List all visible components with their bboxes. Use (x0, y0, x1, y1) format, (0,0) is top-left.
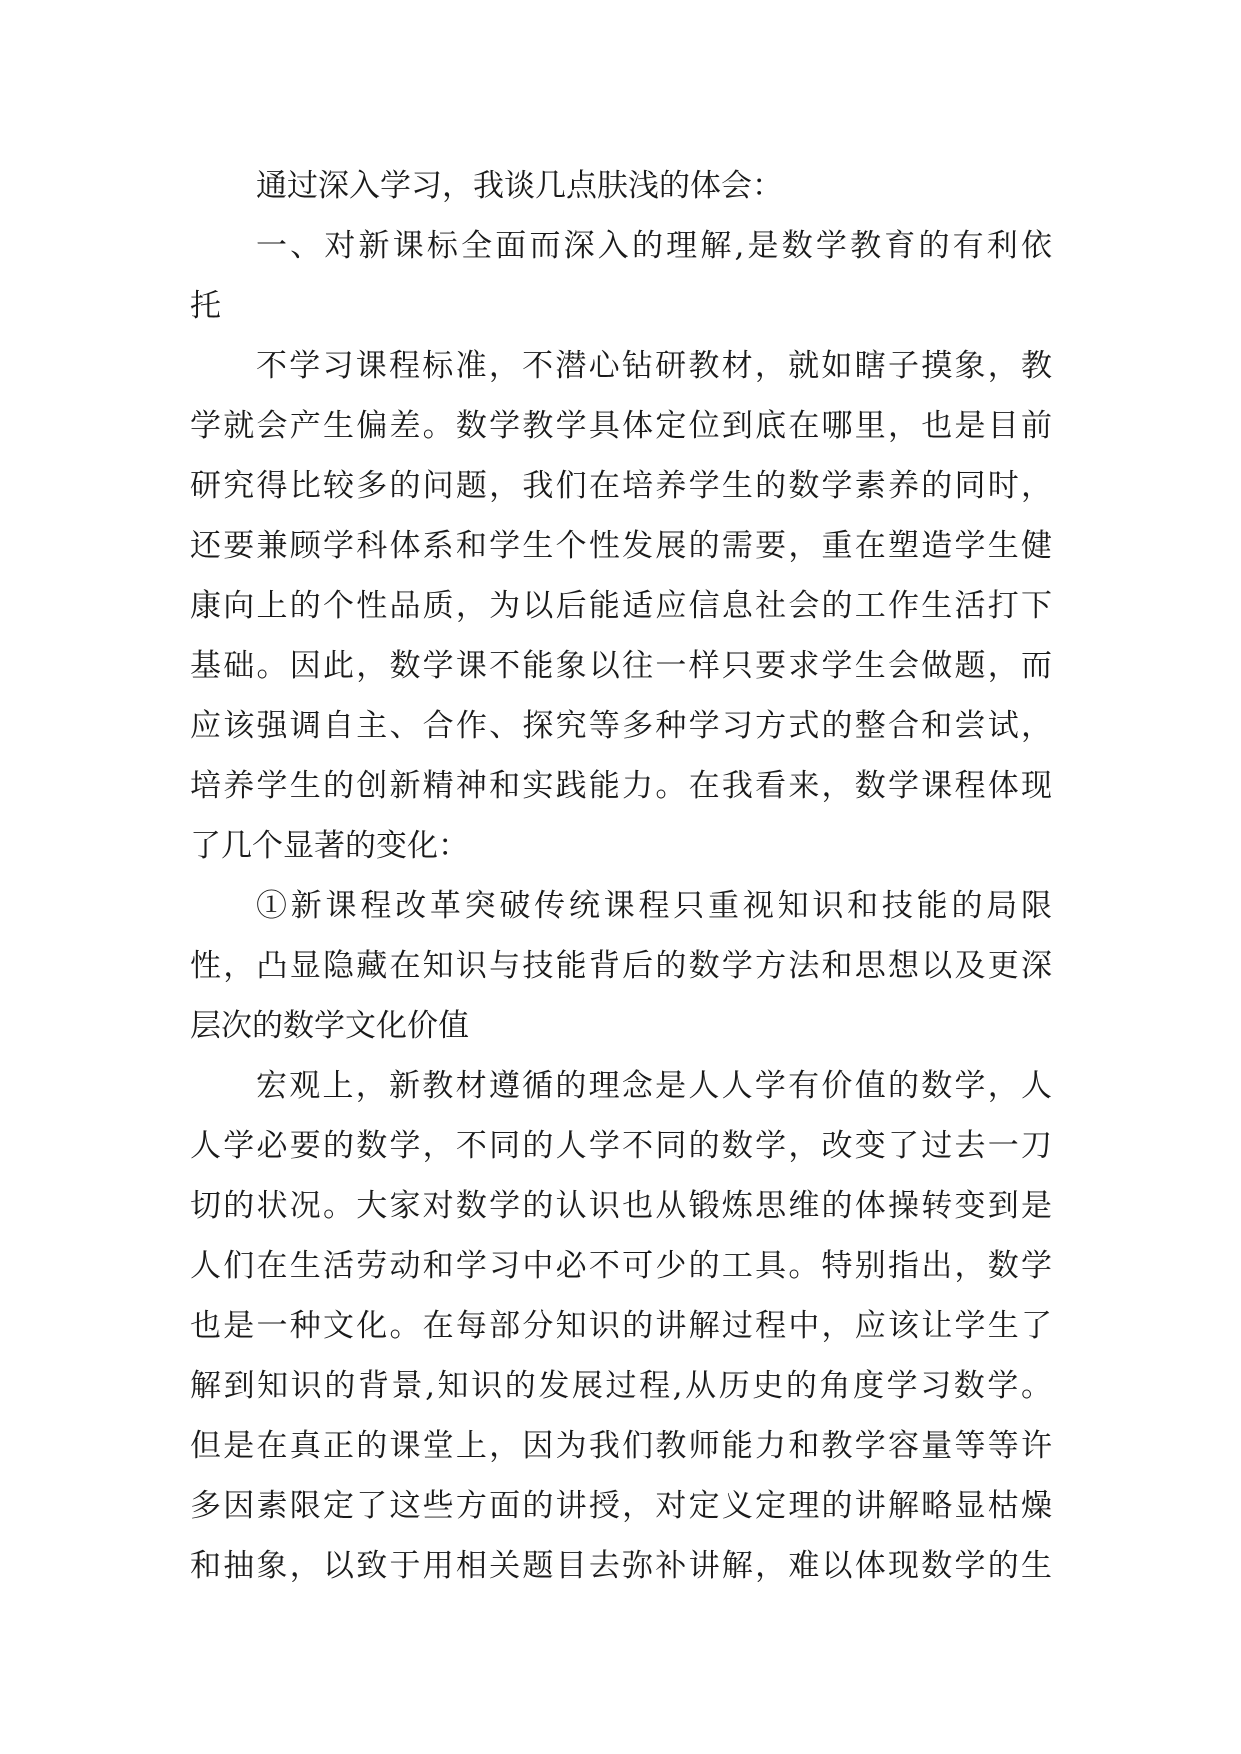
text-line: 了几个显著的变化： (190, 828, 469, 864)
text-line: 多因素限定了这些方面的讲授，对定义定理的讲解略显枯燥 (190, 1488, 1052, 1524)
text-line: 康向上的个性品质，为以后能适应信息社会的工作生活打下 (190, 588, 1052, 624)
text-line: 培养学生的创新精神和实践能力。在我看来，数学课程体现 (190, 768, 1052, 804)
text-line: ①新课程改革突破传统课程只重视知识和技能的局限 (256, 888, 1052, 924)
text-line: 研究得比较多的问题，我们在培养学生的数学素养的同时， (190, 468, 1052, 504)
text-line: 性，凸显隐藏在知识与技能背后的数学方法和思想以及更深 (190, 948, 1052, 984)
text-line: 托 (190, 288, 221, 324)
text-line: 人学必要的数学，不同的人学不同的数学，改变了过去一刀 (190, 1128, 1052, 1164)
text-line: 学就会产生偏差。数学教学具体定位到底在哪里，也是目前 (190, 408, 1052, 444)
text-line: 也是一种文化。在每部分知识的讲解过程中，应该让学生了 (190, 1308, 1052, 1344)
text-line: 一、对新课标全面而深入的理解,是数学教育的有利依 (256, 228, 1052, 264)
text-line: 层次的数学文化价值 (190, 1008, 469, 1044)
text-line: 和抽象，以致于用相关题目去弥补讲解，难以体现数学的生 (190, 1548, 1052, 1584)
text-line: 但是在真正的课堂上，因为我们教师能力和教学容量等等许 (190, 1428, 1052, 1464)
text-line: 基础。因此，数学课不能象以往一样只要求学生会做题，而 (190, 648, 1052, 684)
text-line: 人们在生活劳动和学习中必不可少的工具。特别指出，数学 (190, 1248, 1052, 1284)
text-line: 应该强调自主、合作、探究等多种学习方式的整合和尝试， (190, 708, 1052, 744)
text-line: 不学习课程标准，不潜心钻研教材，就如瞎子摸象，教 (256, 348, 1052, 384)
text-line: 切的状况。大家对数学的认识也从锻炼思维的体操转变到是 (190, 1188, 1052, 1224)
text-line: 通过深入学习，我谈几点肤浅的体会： (256, 168, 783, 204)
text-line: 解到知识的背景,知识的发展过程,从历史的角度学习数学。 (190, 1368, 1052, 1404)
text-line: 宏观上，新教材遵循的理念是人人学有价值的数学，人 (256, 1068, 1052, 1104)
text-line: 还要兼顾学科体系和学生个性发展的需要，重在塑造学生健 (190, 528, 1052, 564)
